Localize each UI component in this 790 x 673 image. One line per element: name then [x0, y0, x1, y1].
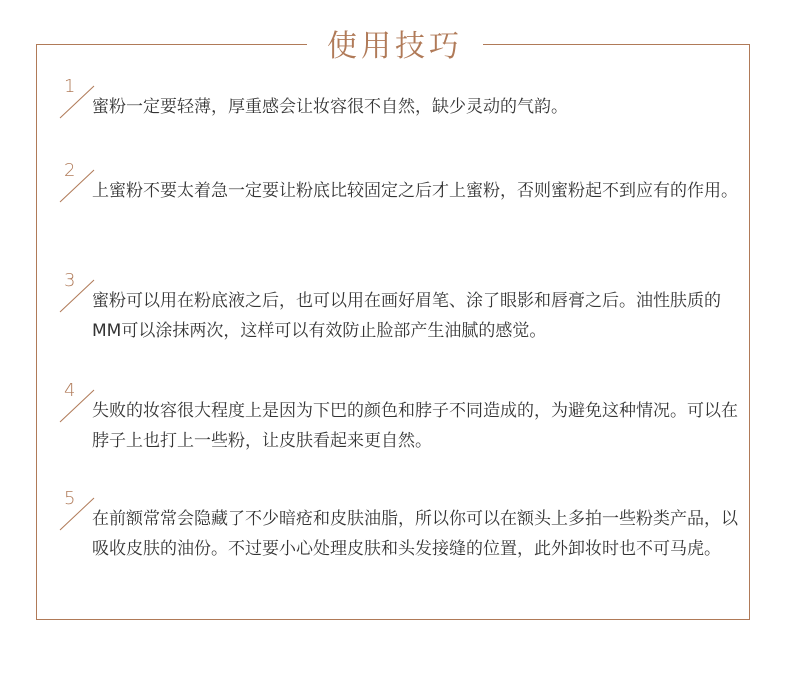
tip-text: 失败的妆容很大程度上是因为下巴的颜色和脖子不同造成的，为避免这种情况。可以在脖子上也打上一些粉，让皮肤看起来更自然。	[92, 401, 738, 451]
tip-number: 5	[64, 488, 76, 509]
tip-text: 在前额常常会隐藏了不少暗疮和皮肤油脂，所以你可以在额头上多拍一些粉类产品，以吸收皮肤的油份。不过要小心处理皮肤和头发接缝的位置，此外卸妆时也不可马虎。	[92, 509, 738, 559]
tip-text: 蜜粉一定要轻薄，厚重感会让妆容很不自然，缺少灵动的气韵。	[92, 97, 568, 117]
tip-text: 上蜜粉不要太着急一定要让粉底比较固定之后才上蜜粉，否则蜜粉起不到应有的作用。	[92, 181, 738, 201]
tip-number: 3	[64, 270, 76, 291]
tip-number: 4	[64, 380, 76, 401]
tip-number: 2	[64, 160, 76, 181]
tip-number: 1	[64, 76, 76, 97]
title-bar	[0, 18, 790, 68]
page-title: 使用技巧	[307, 21, 483, 65]
tip-text: 蜜粉可以用在粉底液之后，也可以用在画好眉笔、涂了眼影和唇膏之后。油性肤质的MM可以涂抹两次，这样可以有效防止脸部产生油腻的感觉。	[92, 291, 721, 341]
